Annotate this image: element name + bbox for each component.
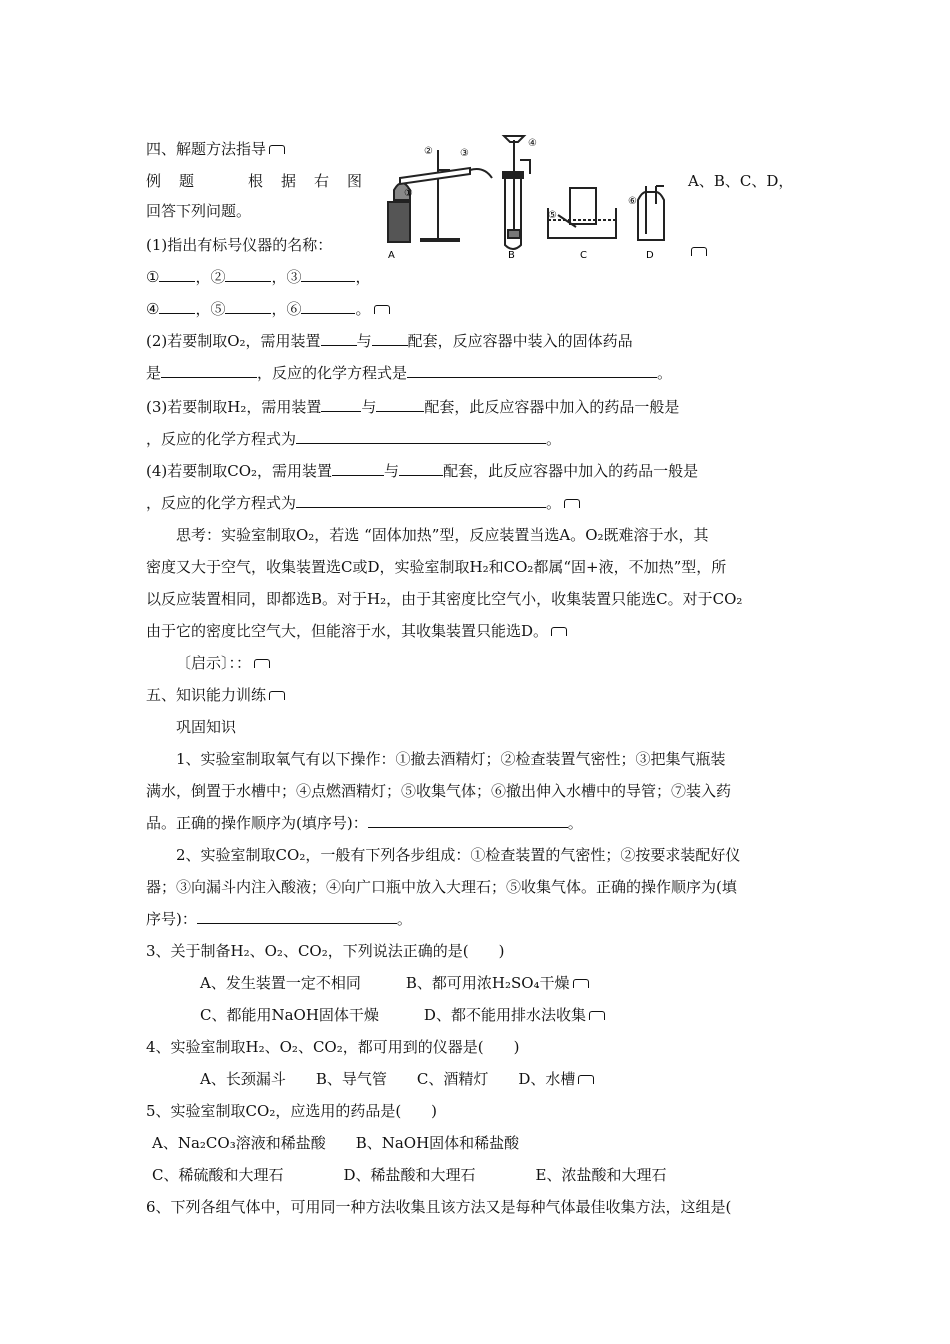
paragraph-mark-icon (564, 499, 580, 508)
question-5-options-2: C、稀硫酸和大理石 D、稀盐酸和大理石 E、浓盐酸和大理石 (152, 1166, 667, 1184)
apparatus-d (638, 186, 664, 240)
q1-prompt: (1)指出有标号仪器的名称： (146, 236, 333, 254)
question-5-options-1: A、Na₂CO₃溶液和稀盐酸 B、NaOH固体和稀盐酸 (152, 1134, 520, 1152)
section-4-heading: 四、解题方法指导 (146, 138, 285, 160)
q3-line-1: (3)若要制取H₂，需用装置 与 配套，此反应容器中加入的药品一般是 (146, 398, 680, 416)
q4-line-2: ，反应的化学方程式为 。 (146, 492, 580, 514)
think-line-4: 由于它的密度比空气大，但能溶于水，其收集装置只能选D。 (146, 620, 567, 642)
question-6: 6、下列各组气体中，可用同一种方法收集且该方法又是每种气体最佳收集方法，这组是( (146, 1198, 732, 1216)
consolidate-heading: 巩固知识 (176, 718, 237, 736)
hint-line: 〔启示〕：： (176, 652, 270, 674)
q1-row-2: ④ ，⑤ ，⑥ 。 (146, 298, 390, 320)
example-word: 例题 (146, 172, 213, 190)
question-4-options: A、长颈漏斗 B、导气管 C、酒精灯 D、水槽 (200, 1068, 594, 1090)
apparatus-b (503, 136, 530, 249)
figure-number-6: ⑥ (628, 196, 637, 207)
item1-line-2: 满水，倒置于水槽中；④点燃酒精灯；⑤收集气体；⑥撤出伸入水槽中的导管；⑦装入药 (146, 782, 732, 800)
item1-line-3: 品。正确的操作顺序为(填序号)： 。 (146, 814, 583, 832)
q3-line-2: ，反应的化学方程式为 。 (146, 430, 562, 448)
answer-following: 回答下列问题。 (146, 202, 252, 220)
example-line (146, 170, 380, 192)
paragraph-mark-icon (269, 691, 285, 700)
section-5-heading: 五、知识能力训练 (146, 684, 285, 706)
item1-line-1: 1、实验室制取氧气有以下操作：①撤去酒精灯；②检查装置气密性；③把集气瓶装 (176, 750, 726, 768)
think-line-2: 密度又大于空气，收集装置选C或D，实验室制取H₂和CO₂都属“固+液，不加热”型，所 (146, 558, 727, 576)
options-abcd: A、B、C、D， (688, 172, 794, 190)
figure-label-b: B (508, 250, 515, 261)
apparatus-figure (380, 130, 680, 262)
question-3-options-2: C、都能用NaOH固体干燥 D、都不能用排水法收集 (200, 1004, 605, 1026)
paragraph-mark-icon (551, 627, 567, 636)
paragraph-mark-icon (254, 659, 270, 668)
paragraph-mark-icon (374, 305, 390, 314)
q1-row-1: ① ，② ，③ ， (146, 268, 371, 286)
paragraph-mark-icon (691, 247, 707, 256)
paragraph-mark-icon (269, 145, 285, 154)
figure-mark (688, 240, 707, 262)
figure-label-c: C (580, 250, 587, 261)
paragraph-mark-icon (573, 979, 589, 988)
item2-line-3: 序号)： 。 (146, 910, 412, 928)
figure-number-5: ⑤ (548, 210, 557, 221)
item2-line-2: 器；③向漏斗内注入酸液；④向广口瓶中放入大理石；⑤收集气体。正确的操作顺序为(填 (146, 878, 737, 896)
figure-number-1: ① (404, 188, 413, 199)
q4-line-1: (4)若要制取CO₂，需用装置 与 配套，此反应容器中加入的药品一般是 (146, 462, 699, 480)
item2-line-1: 2、实验室制取CO₂，一般有下列各步组成：①检查装置的气密性；②按要求装配好仪 (176, 846, 741, 864)
q2-line-2: 是 ，反应的化学方程式是 。 (146, 364, 673, 382)
question-3-options-1: A、发生装置一定不相同 B、都可用浓H₂SO₄干燥 (200, 972, 589, 994)
figure-number-2: ② (424, 146, 433, 157)
figure-number-4: ④ (528, 138, 537, 149)
q2-line-1: (2)若要制取O₂，需用装置 与 配套，反应容器中装入的固体药品 (146, 332, 633, 350)
paragraph-mark-icon (589, 1011, 605, 1020)
figure-number-3: ③ (460, 148, 469, 159)
think-line-1: 思考：实验室制取O₂，若选 “固体加热”型，反应装置当选A。O₂既难溶于水，其 (176, 526, 709, 544)
question-3: 3、关于制备H₂、O₂、CO₂，下列说法正确的是( ) (146, 942, 505, 960)
think-line-3: 以反应装置相同，即都选B。对于H₂，由于其密度比空气小，收集装置只能选C。对于CO₂ (146, 590, 743, 608)
figure-label-d: D (646, 250, 654, 261)
apparatus-c (548, 188, 616, 238)
question-5: 5、实验室制取CO₂，应选用的药品是( ) (146, 1102, 438, 1120)
example-text: 根据右图 (248, 172, 381, 190)
figure-label-a: A (388, 250, 395, 261)
question-4: 4、实验室制取H₂、O₂、CO₂，都可用到的仪器是( ) (146, 1038, 520, 1056)
paragraph-mark-icon (578, 1075, 594, 1084)
